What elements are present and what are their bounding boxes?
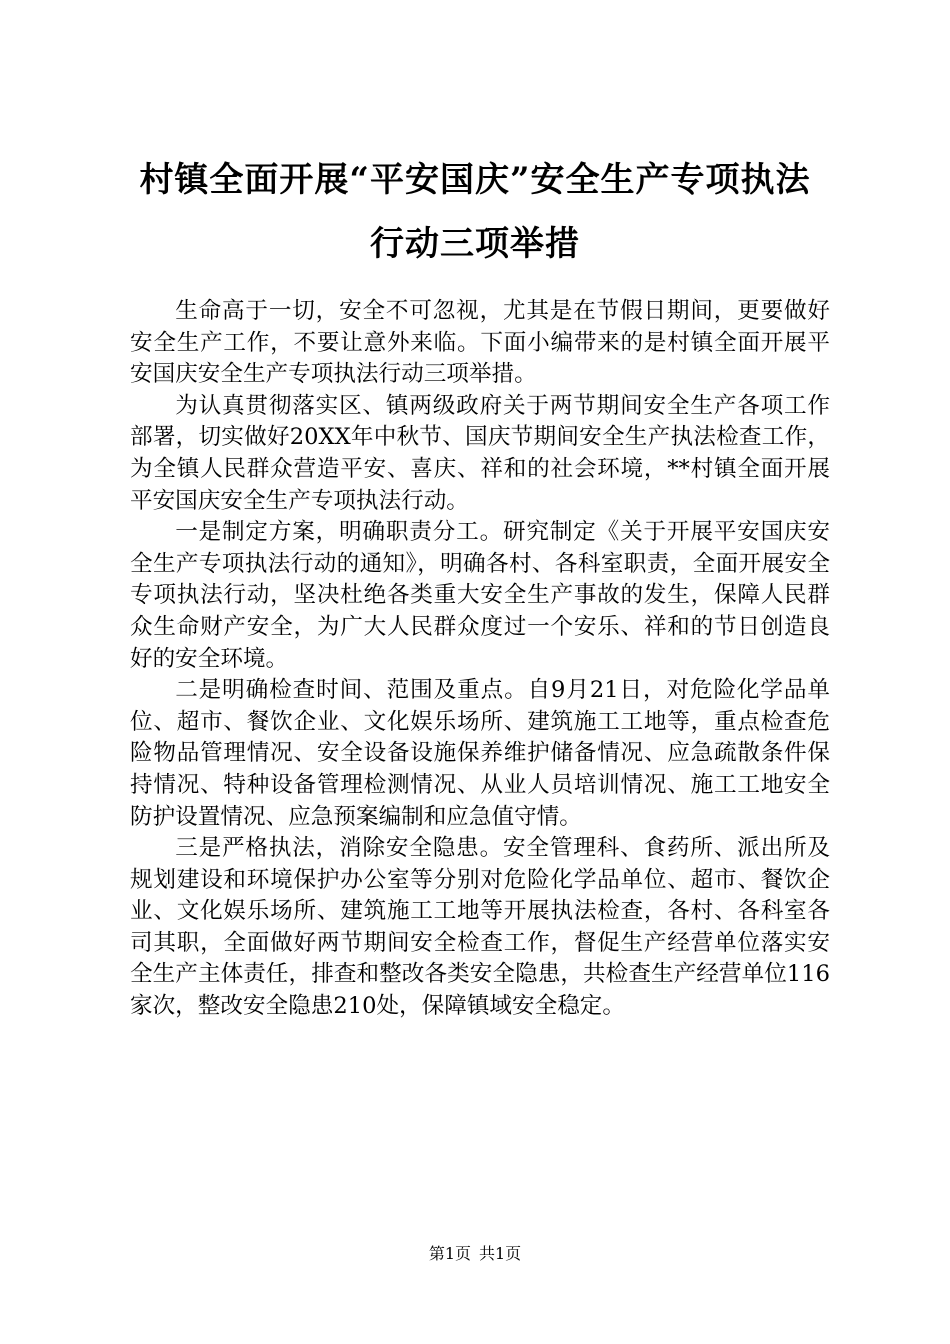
paragraph-background: 为认真贯彻落实区、镇两级政府关于两节期间安全生产各项工作部署，切实做好20XX年中秋节、国庆节期间安全生产执法检查工作，为全镇人民群众营造平安、喜庆、祥和的社会环境，**村镇全面开展平安国庆安全生产专项执法行动。 — [130, 392, 830, 514]
document-title-line-2: 行动三项举措 — [370, 224, 580, 264]
paragraph-measure-three: 三是严格执法，消除安全隐患。安全管理科、食药所、派出所及规划建设和环境保护办公室等分别对危险化学品单位、超市、餐饮企业、文化娱乐场所、建筑施工工地等开展执法检查，各村、各科室各司其职，全面做好两节期间安全检查工作，督促生产经营单位落实安全生产主体责任，排查和整改各类安全隐患，共检查生产经营单位116家次，整改安全隐患210处，保障镇域安全稳定。 — [130, 835, 830, 1020]
page-footer — [0, 1244, 950, 1264]
paragraph-measure-one: 一是制定方案，明确职责分工。研究制定《关于开展平安国庆安全生产专项执法行动的通知》，明确各村、各科室职责，全面开展安全专项执法行动，坚决杜绝各类重大安全生产事故的发生，保障人民群众生命财产安全，为广大人民群众度过一个安乐、祥和的节日创造良好的安全环境。 — [130, 519, 830, 672]
paragraph-intro: 生命高于一切，安全不可忽视，尤其是在节假日期间，更要做好安全生产工作，不要让意外来临。下面小编带来的是村镇全面开展平安国庆安全生产专项执法行动三项举措。 — [130, 298, 830, 388]
document-title-line-1: 村镇全面开展“平安国庆”安全生产专项执法 — [139, 160, 811, 200]
page-total: 共1页 — [479, 1244, 522, 1263]
document-body — [130, 296, 830, 1023]
paragraph-measure-two: 二是明确检查时间、范围及重点。自9月21日，对危险化学品单位、超市、餐饮企业、文化娱乐场所、建筑施工工地等，重点检查危险物品管理情况、安全设备设施保养维护储备情况、应急疏散条件保持情况、特种设备管理检测情况、从业人员培训情况、施工工地安全防护设置情况、应急预案编制和应急值守情。 — [130, 677, 830, 830]
page-number: 第1页 — [428, 1244, 471, 1263]
